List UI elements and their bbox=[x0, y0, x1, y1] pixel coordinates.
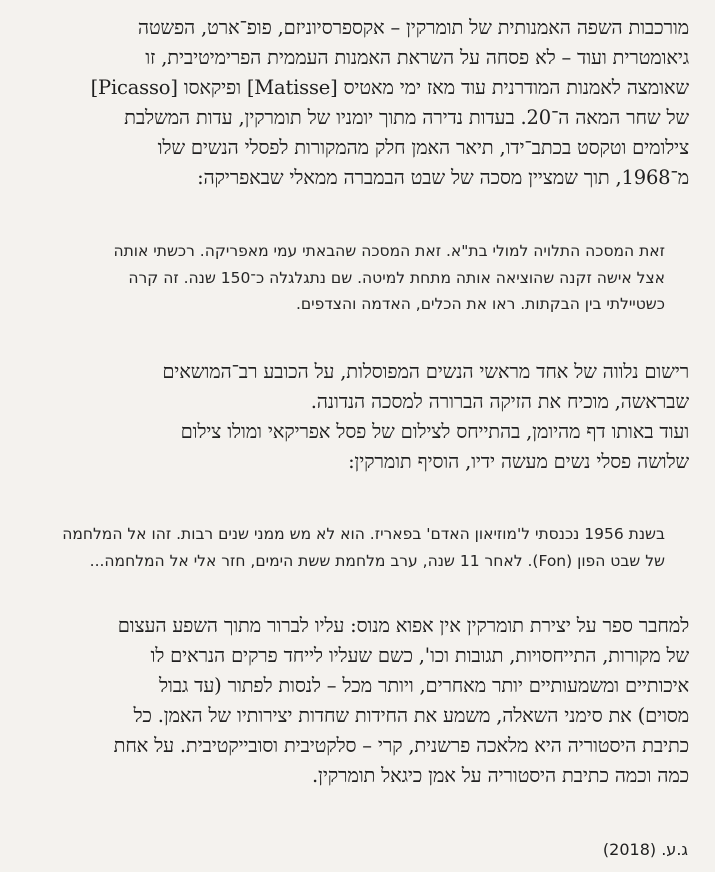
paragraph-line: ועוד באותו דף מהיומן, בהתייחס לצילום של פסל אפריקאי ומולו צילום bbox=[180, 420, 689, 443]
quote-museum bbox=[35, 521, 665, 574]
paragraph-line: מ־1968, תוך שמציין מסכה של שבט הבמברה ממאלי שבאפריקה: bbox=[197, 166, 689, 189]
paragraph-line: כמה וכמה כתיבת היסטוריה על אמן כיגאל תומרקין. bbox=[312, 764, 689, 787]
author-signature: ג.ע. (2018) bbox=[602, 840, 688, 859]
quote-line: זאת המסכה התלויה למולי בת"א. זאת המסכה שהבאתי עמי מאפריקה. רכשתי אותה bbox=[113, 242, 665, 260]
paragraph-line: למחבר ספר על יצירת תומרקין אין אפוא מנוס: עליו לברור מתוך השפע העצום bbox=[117, 614, 689, 637]
paragraph-line: שאומצה לאמנות המודרנית עוד מאז ימי מאטיס [Matisse] ופיקאסו [Picasso] bbox=[90, 76, 689, 99]
paragraph-conclusion bbox=[29, 611, 689, 791]
paragraph-line: מורכבות השפה האמנותית של תומרקין – אקספרסיוניזם, פופ־ארט, הפשטה bbox=[137, 16, 689, 39]
paragraph-intro bbox=[29, 13, 689, 193]
paragraph-line: שלושה פסלי נשים מעשה ידיו, הוסיף תומרקין: bbox=[348, 450, 689, 473]
paragraph-line: צילומים וטקסט בכתב־ידו, תיאר האמן חלק מהמקורות לפסלי הנשים שלו bbox=[157, 136, 689, 159]
paragraph-line: מסוים) את סימני השאלה, משמע את החידות שחדות יצירותיו של האמן. כל bbox=[133, 704, 689, 727]
paragraph-line: כתיבת היסטוריה היא מלאכה פרשנית, קרי – סלקטיבית וסובייקטיבית. על אחת bbox=[113, 734, 689, 757]
quote-line: של שבט הפון (Fon). לאחר 11 שנה, ערב מלחמת ששת הימים, חזר אלי אל המלחמה... bbox=[89, 551, 665, 570]
paragraph-line: רישום נלווה של אחד מראשי הנשים המפוסלות, על הכובע רב־המושאים bbox=[162, 360, 689, 383]
paragraph-line: גיאומטרית ועוד – לא פסחה על השראת האמנות העממית הפרימיטיבית, זו bbox=[145, 46, 689, 69]
quote-mask bbox=[35, 238, 665, 318]
paragraph-line: של שחר המאה ה־20. בעדות נדירה מתוך יומניו של תומרקין, עדות המשלבת bbox=[124, 106, 689, 129]
paragraph-line: של מקורות, התייחסויות, תגובות וכו', כשם שעליו לייחד פרקים הנראים לו bbox=[150, 644, 689, 667]
quote-line: בשנת 1956 נכנסתי ל'מוזיאון האדם' בפאריז. הוא לא מש ממני שנים רבות. זהו אל המלחמה bbox=[62, 525, 665, 543]
paragraph-line: שבראשה, מוכיח את הזיקה הברורה למסכה הנדונה. bbox=[310, 390, 689, 413]
quote-line: אצל אישה זקנה שהוציאה אותה מתחת למיטה. שם נתגלגלה כ־150 שנה. זה קרה bbox=[128, 268, 665, 287]
quote-line: כשטיילתי בין הבקתות. ראו את הכלים, האדמה והצדפים. bbox=[295, 295, 665, 313]
paragraph-drawing bbox=[29, 357, 689, 477]
paragraph-line: איכותיים ומשמעותיים יותר מאחרים, ויותר מכל – לנסות לפתור (עד גבול bbox=[159, 674, 689, 697]
